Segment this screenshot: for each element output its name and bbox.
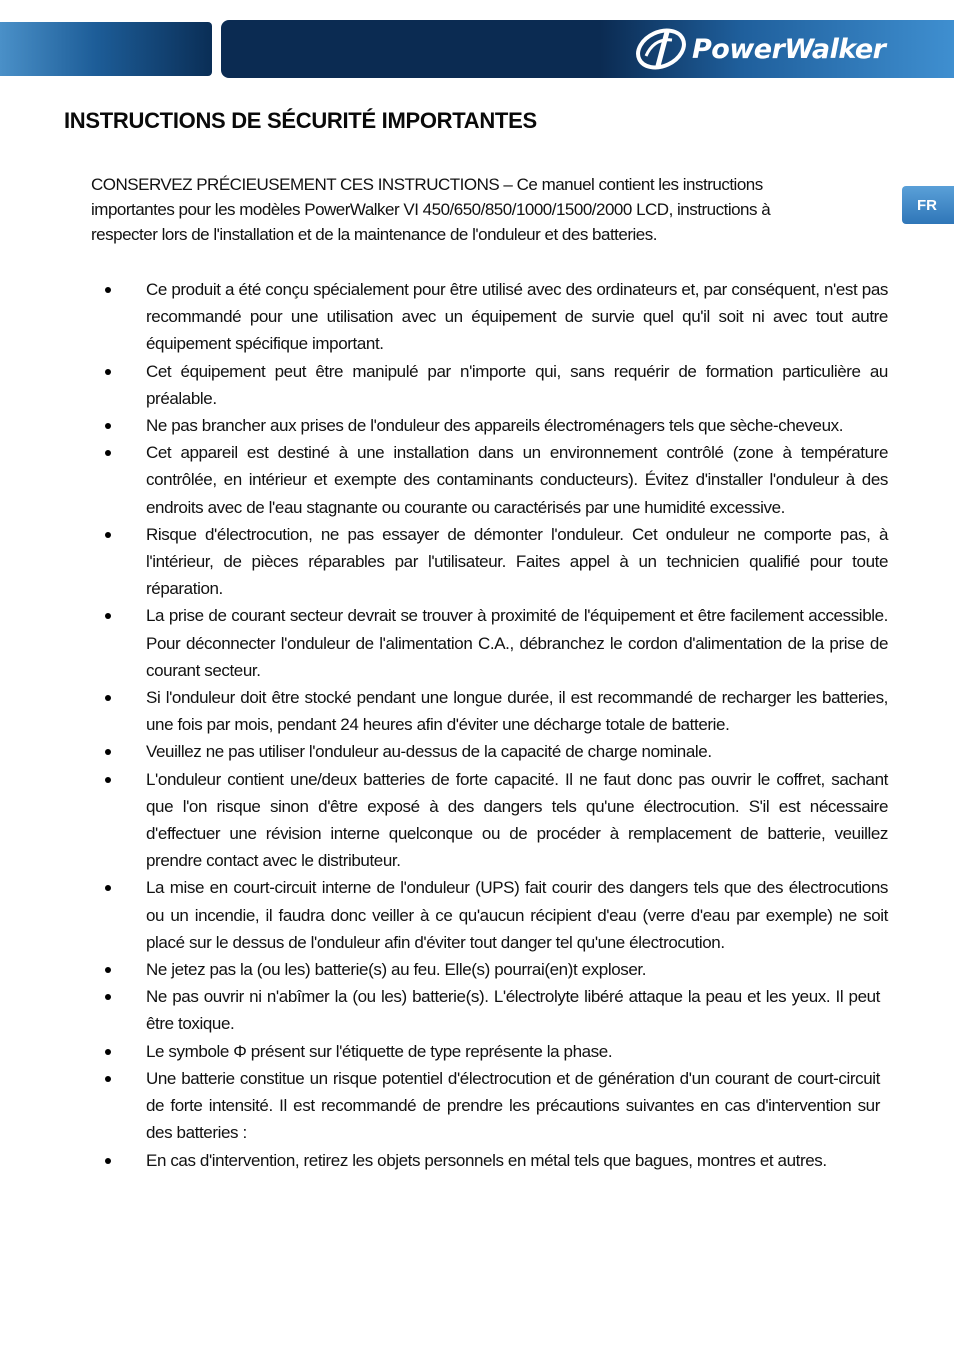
- list-item-text: La prise de courant secteur devrait se trouver à proximité de l'équipement et être facilement accessible. Pour déconnecter l'onduleur de l'alimentation C.A., débranchez le cordon d'alimentation de la prise de courant secteur.: [146, 606, 888, 680]
- bullet-icon: [105, 369, 111, 375]
- brand-name: PowerWalker: [692, 33, 886, 65]
- list-item-text: Cet équipement peut être manipulé par n'importe qui, sans requérir de formation particulière au préalable.: [146, 361, 888, 408]
- page-header: [0, 20, 954, 78]
- list-item-text: Une batterie constitue un risque potentiel d'électrocution et de génération d'un courant de court-circuit de forte intensité. Il est recommandé de prendre les précautions suivantes en cas d'intervention sur des batteries :: [146, 1068, 880, 1143]
- bullet-icon: [105, 532, 111, 538]
- bullet-icon: [105, 777, 111, 783]
- list-item-text: Ne pas ouvrir ni n'abîmer la (ou les) batterie(s). L'électrolyte libéré attaque la peau et les yeux. Il peut être toxique.: [146, 987, 880, 1034]
- list-item-text: Le symbole Φ présent sur l'étiquette de type représente la phase.: [146, 1041, 613, 1061]
- safety-list: [146, 276, 888, 1174]
- header-bar-middle: [221, 20, 621, 78]
- bullet-icon: [105, 1076, 111, 1082]
- intro-paragraph: [91, 172, 861, 247]
- list-item-text: Ne jetez pas la (ou les) batterie(s) au feu. Elle(s) pourrai(en)t exploser.: [146, 960, 647, 980]
- list-item: [146, 602, 888, 684]
- list-item: [146, 874, 888, 956]
- bullet-icon: [105, 450, 111, 456]
- list-item: [146, 766, 888, 875]
- list-item: [146, 1147, 880, 1174]
- bullet-icon: [105, 695, 111, 701]
- intro-line: CONSERVEZ PRÉCIEUSEMENT CES INSTRUCTIONS – Ce manuel contient les instructions: [91, 175, 763, 194]
- bullet-icon: [105, 1049, 111, 1055]
- list-item-text: L'onduleur contient une/deux batteries de forte capacité. Il ne faut donc pas ouvrir le coffret, sachant que l'on risque sinon d'être exposé à des dangers tels qu'une électrocution. S'il est nécessaire d'effectuer une révision interne quelconque ou de procéder à remplacement de batterie, veuillez prendre contact avec le distributeur.: [146, 769, 888, 871]
- section-title: INSTRUCTIONS DE SÉCURITÉ IMPORTANTES: [64, 108, 537, 133]
- list-item: [146, 983, 880, 1037]
- list-item: [146, 1065, 880, 1147]
- list-item-text: La mise en court-circuit interne de l'onduleur (UPS) fait courir des dangers tels que des électrocutions ou un incendie, il faudra donc veiller à ce qu'aucun récipient d'eau (verre d'eau par exemple) ne soit placé sur le dessus de l'onduleur afin d'éviter tout danger tel qu'une électrocution.: [146, 878, 888, 952]
- language-tab-fr[interactable]: FR: [902, 186, 954, 224]
- list-item: [146, 684, 888, 738]
- list-item: [146, 738, 888, 765]
- intro-line: importantes pour les modèles PowerWalker VI 450/650/850/1000/1500/2000 LCD, instructions à: [91, 200, 771, 219]
- bullet-icon: [105, 613, 111, 619]
- list-item: [146, 439, 888, 521]
- bullet-icon: [105, 749, 111, 755]
- list-item: [146, 1038, 880, 1065]
- list-item-text: Cet appareil est destiné à une installation dans un environnement contrôlé (zone à température contrôlée, en intérieur et exempte des contaminants conducteurs). Évitez d'installer l'onduleur à des endroits avec de l'eau stagnante ou courante ou caractérisés par une humidité excessive.: [146, 443, 888, 517]
- intro-line: respecter lors de l'installation et de la maintenance de l'onduleur et des batteries.: [91, 225, 657, 244]
- list-item-text: Veuillez ne pas utiliser l'onduleur au-dessus de la capacité de charge nominale.: [146, 742, 712, 762]
- list-item-text: Ne pas brancher aux prises de l'onduleur des appareils électroménagers tels que sèche-cheveux.: [146, 416, 844, 436]
- bullet-icon: [105, 287, 111, 293]
- power-swirl-icon: [632, 26, 690, 72]
- list-item: [146, 521, 888, 603]
- bullet-icon: [105, 1158, 111, 1164]
- list-item: [146, 358, 888, 412]
- list-item-text: Si l'onduleur doit être stocké pendant une longue durée, il est recommandé de recharger les batteries, une fois par mois, pendant 24 heures afin d'éviter une décharge totale de batterie.: [146, 688, 888, 735]
- list-item-text: Risque d'électrocution, ne pas essayer de démonter l'onduleur. Cet onduleur ne comporte pas, à l'intérieur, de pièces réparables par l'utilisateur. Faites appel à un technicien qualifié pour toute réparation.: [146, 524, 888, 599]
- bullet-icon: [105, 994, 111, 1000]
- list-item-text: En cas d'intervention, retirez les objets personnels en métal tels que bagues, montres et autres.: [146, 1150, 827, 1170]
- list-item-text: Ce produit a été conçu spécialement pour être utilisé avec des ordinateurs et, par conséquent, n'est pas recommandé pour une utilisation avec un équipement de survie quel qu'il soit ni avec tout autre équipement spécifique important.: [146, 280, 888, 354]
- list-item: [146, 276, 888, 358]
- bullet-icon: [105, 967, 111, 973]
- list-item: [146, 412, 888, 439]
- bullet-icon: [105, 423, 111, 429]
- bullet-icon: [105, 885, 111, 891]
- list-item: [146, 956, 888, 983]
- powerwalker-logo: [632, 26, 885, 72]
- header-bar-left: [0, 22, 212, 76]
